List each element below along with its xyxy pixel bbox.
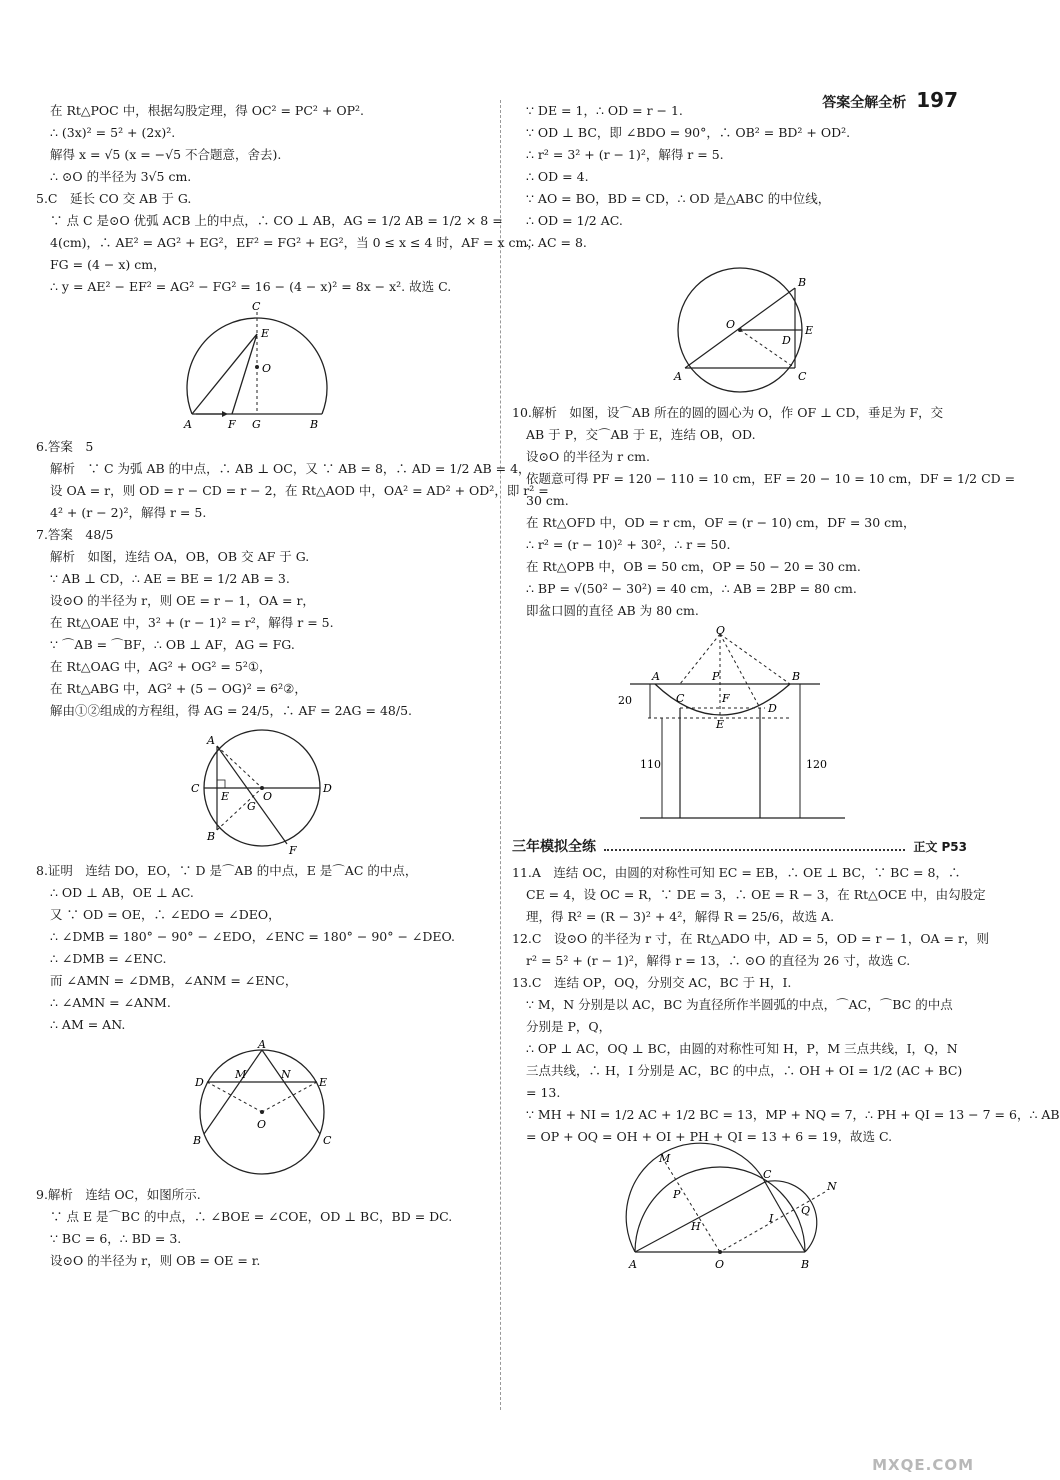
- label: B: [800, 1258, 809, 1271]
- text-line: 即盆口圆的直径 AB 为 80 cm.: [526, 603, 699, 618]
- right-column: [512, 100, 1060, 1276]
- label: Q: [800, 1204, 810, 1217]
- text-line: 在 Rt△ABG 中，AG² + (5 − OG)² = 6²②，: [50, 681, 307, 696]
- figure-q7: [177, 726, 347, 856]
- text-line: ∴ OD = 4.: [526, 169, 589, 184]
- label: C: [252, 300, 261, 313]
- label: D: [195, 1076, 204, 1089]
- label: B: [791, 670, 800, 683]
- question-10: 10.解析 如图，设⌒AB 所在的圆的圆心为 O，作 OF ⊥ CD，垂足为 F，交: [512, 405, 944, 420]
- section-heading: [512, 836, 967, 856]
- text-line: ∵ 点 E 是⌒BC 的中点，∴ ∠BOE = ∠COE，OD ⊥ BC，BD = DC.: [50, 1209, 453, 1224]
- label: O: [725, 318, 735, 331]
- label: B: [797, 276, 806, 289]
- text-line: ∵ AO = BO，BD = CD，∴ OD 是△ABC 的中位线，: [526, 191, 831, 206]
- label: B: [193, 1134, 202, 1147]
- text-line: 解由①②组成的方程组，得 AG = 24/5，∴ AF = 2AG = 48/5.: [50, 703, 413, 718]
- question-13: 13.C 连结 OP，OQ，分别交 AC，BC 于 H，I.: [512, 975, 792, 990]
- label: A: [184, 418, 192, 431]
- label: 120: [805, 758, 827, 771]
- figure-q5: [182, 302, 342, 432]
- text-line: ∴ OD ⊥ AB，OE ⊥ AC.: [50, 885, 194, 900]
- text-line: ∴ (3x)² = 5² + (2x)².: [50, 125, 176, 140]
- text-line: ∵ DE = 1，∴ OD = r − 1.: [526, 103, 683, 118]
- text-line: ∵ AB ⊥ CD，∴ AE = BE = 1/2 AB = 3.: [50, 571, 290, 586]
- label: P: [711, 670, 719, 683]
- label: F: [289, 844, 297, 857]
- question-9: 9.解析 连结 OC，如图所示.: [36, 1187, 201, 1202]
- label: H: [690, 1220, 701, 1233]
- section-title: 三年模拟全练: [512, 839, 596, 855]
- page-number: 197: [916, 88, 958, 112]
- label: A: [651, 670, 660, 683]
- label: E: [319, 1076, 328, 1089]
- text-line: 又 ∵ OD = OE，∴ ∠EDO = ∠DEO，: [50, 907, 281, 922]
- text-line: 设 OA = r，则 OD = r − CD = r − 2，在 Rt△AOD 中，OA² = AD² + OD²，即 r² =: [50, 483, 549, 498]
- text-line: ∴ ∠DMB = 180° − 90° − ∠EDO，∠ENC = 180° − 90° − ∠DEO.: [50, 929, 456, 944]
- text-line: ∵ 点 C 是⊙O 优弧 ACB 上的中点，∴ CO ⊥ AB，AG = 1/2 AB = 1/2 × 8 =: [50, 213, 503, 228]
- text-line: 设⊙O 的半径为 r cm.: [526, 449, 650, 464]
- text-line: ∵ ⌒AB = ⌒BF，∴ OB ⊥ AF，AG = FG.: [50, 637, 295, 652]
- text-line: ∴ ⊙O 的半径为 3√5 cm.: [50, 169, 192, 184]
- question-7: 7.答案 48/5: [36, 527, 114, 542]
- label: E: [261, 327, 270, 340]
- label: G: [247, 800, 256, 813]
- label: O: [715, 624, 725, 637]
- text-line: ∴ OD = 1/2 AC.: [526, 213, 623, 228]
- label: I: [768, 1212, 773, 1225]
- watermark: MXQE.COM: [872, 1456, 974, 1474]
- text-line: ∵ MH + NI = 1/2 AC + 1/2 BC = 13，MP + NQ = 7，∴ PH + QI = 13 − 7 = 6，∴ AB: [526, 1107, 1060, 1122]
- text-line: 依题意可得 PF = 120 − 110 = 10 cm，EF = 20 − 10 = 10 cm，DF = 1/2 CD =: [526, 471, 1016, 486]
- text-line: 4² + (r − 2)²，解得 r = 5.: [50, 505, 207, 520]
- label: O: [257, 1118, 267, 1131]
- text-line: ∵ BC = 6，∴ BD = 3.: [50, 1231, 182, 1246]
- text-line: ∴ AC = 8.: [526, 235, 587, 250]
- text-line: ∴ ∠DMB = ∠ENC.: [50, 951, 167, 966]
- label: D: [767, 702, 777, 715]
- column-divider: [500, 100, 502, 1410]
- label: N: [281, 1068, 291, 1081]
- text-line: CE = 4，设 OC = R，∵ DE = 3，∴ OE = R − 3，在 Rt△OCE 中，由勾股定: [526, 887, 986, 902]
- label: M: [235, 1068, 247, 1081]
- label: C: [797, 370, 806, 383]
- text-line: = OP + OQ = OH + OI + PH + QI = 13 + 6 = 19，故选 C.: [526, 1129, 893, 1144]
- label: C: [323, 1134, 332, 1147]
- text-line: 而 ∠AMN = ∠DMB，∠ANM = ∠ENC，: [50, 973, 298, 988]
- label: O: [263, 790, 273, 803]
- label: B: [207, 830, 216, 843]
- text-line: ∴ AM = AN.: [50, 1017, 126, 1032]
- label: E: [715, 718, 724, 731]
- text-line: 解析 如图，连结 OA，OB，OB 交 AF 于 G.: [50, 549, 310, 564]
- label: A: [258, 1038, 266, 1051]
- text-line: 4(cm)，∴ AE² = AG² + EG²，EF² = FG² + EG²，当 0 ≤ x ≤ 4 时，AF = x cm，: [50, 235, 540, 250]
- section-dots: [604, 841, 905, 851]
- question-11: 11.A 连结 OC，由圆的对称性可知 EC = EB，∴ OE ⊥ BC，∵ BC = 8，∴: [512, 865, 961, 880]
- label: N: [826, 1180, 837, 1193]
- text-line: 设⊙O 的半径为 r，则 OB = OE = r.: [50, 1253, 261, 1268]
- text-line: 解得 x = √5 (x = −√5 不合题意，舍去).: [50, 147, 282, 162]
- question-6: 6.答案 5: [36, 439, 94, 454]
- label: A: [628, 1258, 637, 1271]
- label: A: [207, 734, 215, 747]
- question-5: 5.C 延长 CO 交 AB 于 G.: [36, 191, 192, 206]
- text-line: 设⊙O 的半径为 r，则 OE = r − 1，OA = r，: [50, 593, 315, 608]
- label: A: [673, 370, 682, 383]
- text-line: 三点共线，∴ H，I 分别是 AC，BC 的中点，∴ OH + OI = 1/2 (AC + BC): [526, 1063, 963, 1078]
- text-line: ∴ r² = 3² + (r − 1)²，解得 r = 5.: [526, 147, 724, 162]
- label: C: [762, 1168, 771, 1181]
- label: D: [781, 334, 791, 347]
- text-line: = 13.: [526, 1085, 561, 1100]
- text-line: 理，得 R² = (R − 3)² + 4²，解得 R = 25/6，故选 A.: [526, 909, 835, 924]
- text-line: ∴ r² = (r − 10)² + 30²，∴ r = 50.: [526, 537, 731, 552]
- text-line: 在 Rt△OPB 中，OB = 50 cm，OP = 50 − 20 = 30 cm.: [526, 559, 861, 574]
- label: P: [672, 1188, 680, 1201]
- text-line: ∴ ∠AMN = ∠ANM.: [50, 995, 171, 1010]
- text-line: 在 Rt△OAG 中，AG² + OG² = 5²①，: [50, 659, 272, 674]
- text-line: 在 Rt△OAE 中，3² + (r − 1)² = r²，解得 r = 5.: [50, 615, 334, 630]
- text-line: AB 于 P，交⌒AB 于 E，连结 OB，OD.: [526, 427, 756, 442]
- section-ref: 正文 P53: [913, 839, 967, 854]
- question-12: 12.C 设⊙O 的半径为 r 寸，在 Rt△ADO 中，AD = 5，OD = r − 1，OA = r，则: [512, 931, 989, 946]
- header-title: 答案全解全析: [822, 95, 907, 111]
- text-line: ∵ OD ⊥ BC，即 ∠BDO = 90°，∴ OB² = BD² + OD².: [526, 125, 851, 140]
- figure-q9: [650, 258, 830, 398]
- label: O: [714, 1258, 724, 1271]
- label: C: [675, 692, 684, 705]
- text-line: ∵ M，N 分别是以 AC，BC 为直径所作半圆弧的中点，⌒AC，⌒BC 的中点: [526, 997, 953, 1012]
- label: F: [721, 692, 730, 705]
- text-line: 在 Rt△POC 中，根据勾股定理，得 OC² = PC² + OP².: [50, 103, 364, 118]
- text-line: ∴ y = AE² − EF² = AG² − FG² = 16 − (4 − x)² = 8x − x². 故选 C.: [50, 279, 452, 294]
- label: E: [804, 324, 813, 337]
- label: B: [310, 418, 319, 431]
- label: 20: [617, 694, 632, 707]
- label: 110: [639, 758, 661, 771]
- label: F: [228, 418, 236, 431]
- figure-q8: [177, 1040, 347, 1180]
- text-line: 解析 ∵ C 为弧 AB 的中点，∴ AB ⊥ OC，又 ∵ AB = 8，∴ AD = 1/2 AB = 4，: [50, 461, 531, 476]
- text-line: FG = (4 − x) cm，: [50, 257, 166, 272]
- figure-q10: [610, 626, 870, 826]
- label: M: [658, 1152, 670, 1165]
- text-line: ∴ OP ⊥ AC，OQ ⊥ BC，由圆的对称性可知 H，P，M 三点共线，I，Q，N: [526, 1041, 958, 1056]
- label: E: [221, 790, 230, 803]
- text-line: 在 Rt△OFD 中，OD = r cm，OF = (r − 10) cm，DF = 30 cm，: [526, 515, 916, 530]
- label: D: [323, 782, 332, 795]
- label: C: [191, 782, 200, 795]
- label: G: [252, 418, 261, 431]
- text-line: r² = 5² + (r − 1)²，解得 r = 13，∴ ⊙O 的直径为 26 寸，故选 C.: [526, 953, 911, 968]
- text-line: 30 cm.: [526, 493, 569, 508]
- label: O: [262, 362, 272, 375]
- question-8: 8.证明 连结 DO，EO，∵ D 是⌒AB 的中点，E 是⌒AC 的中点，: [36, 863, 418, 878]
- text-line: 分别是 P，Q，: [526, 1019, 612, 1034]
- figure-q13: [625, 1152, 855, 1272]
- text-line: ∴ BP = √(50² − 30²) = 40 cm，∴ AB = 2BP = 80 cm.: [526, 581, 857, 596]
